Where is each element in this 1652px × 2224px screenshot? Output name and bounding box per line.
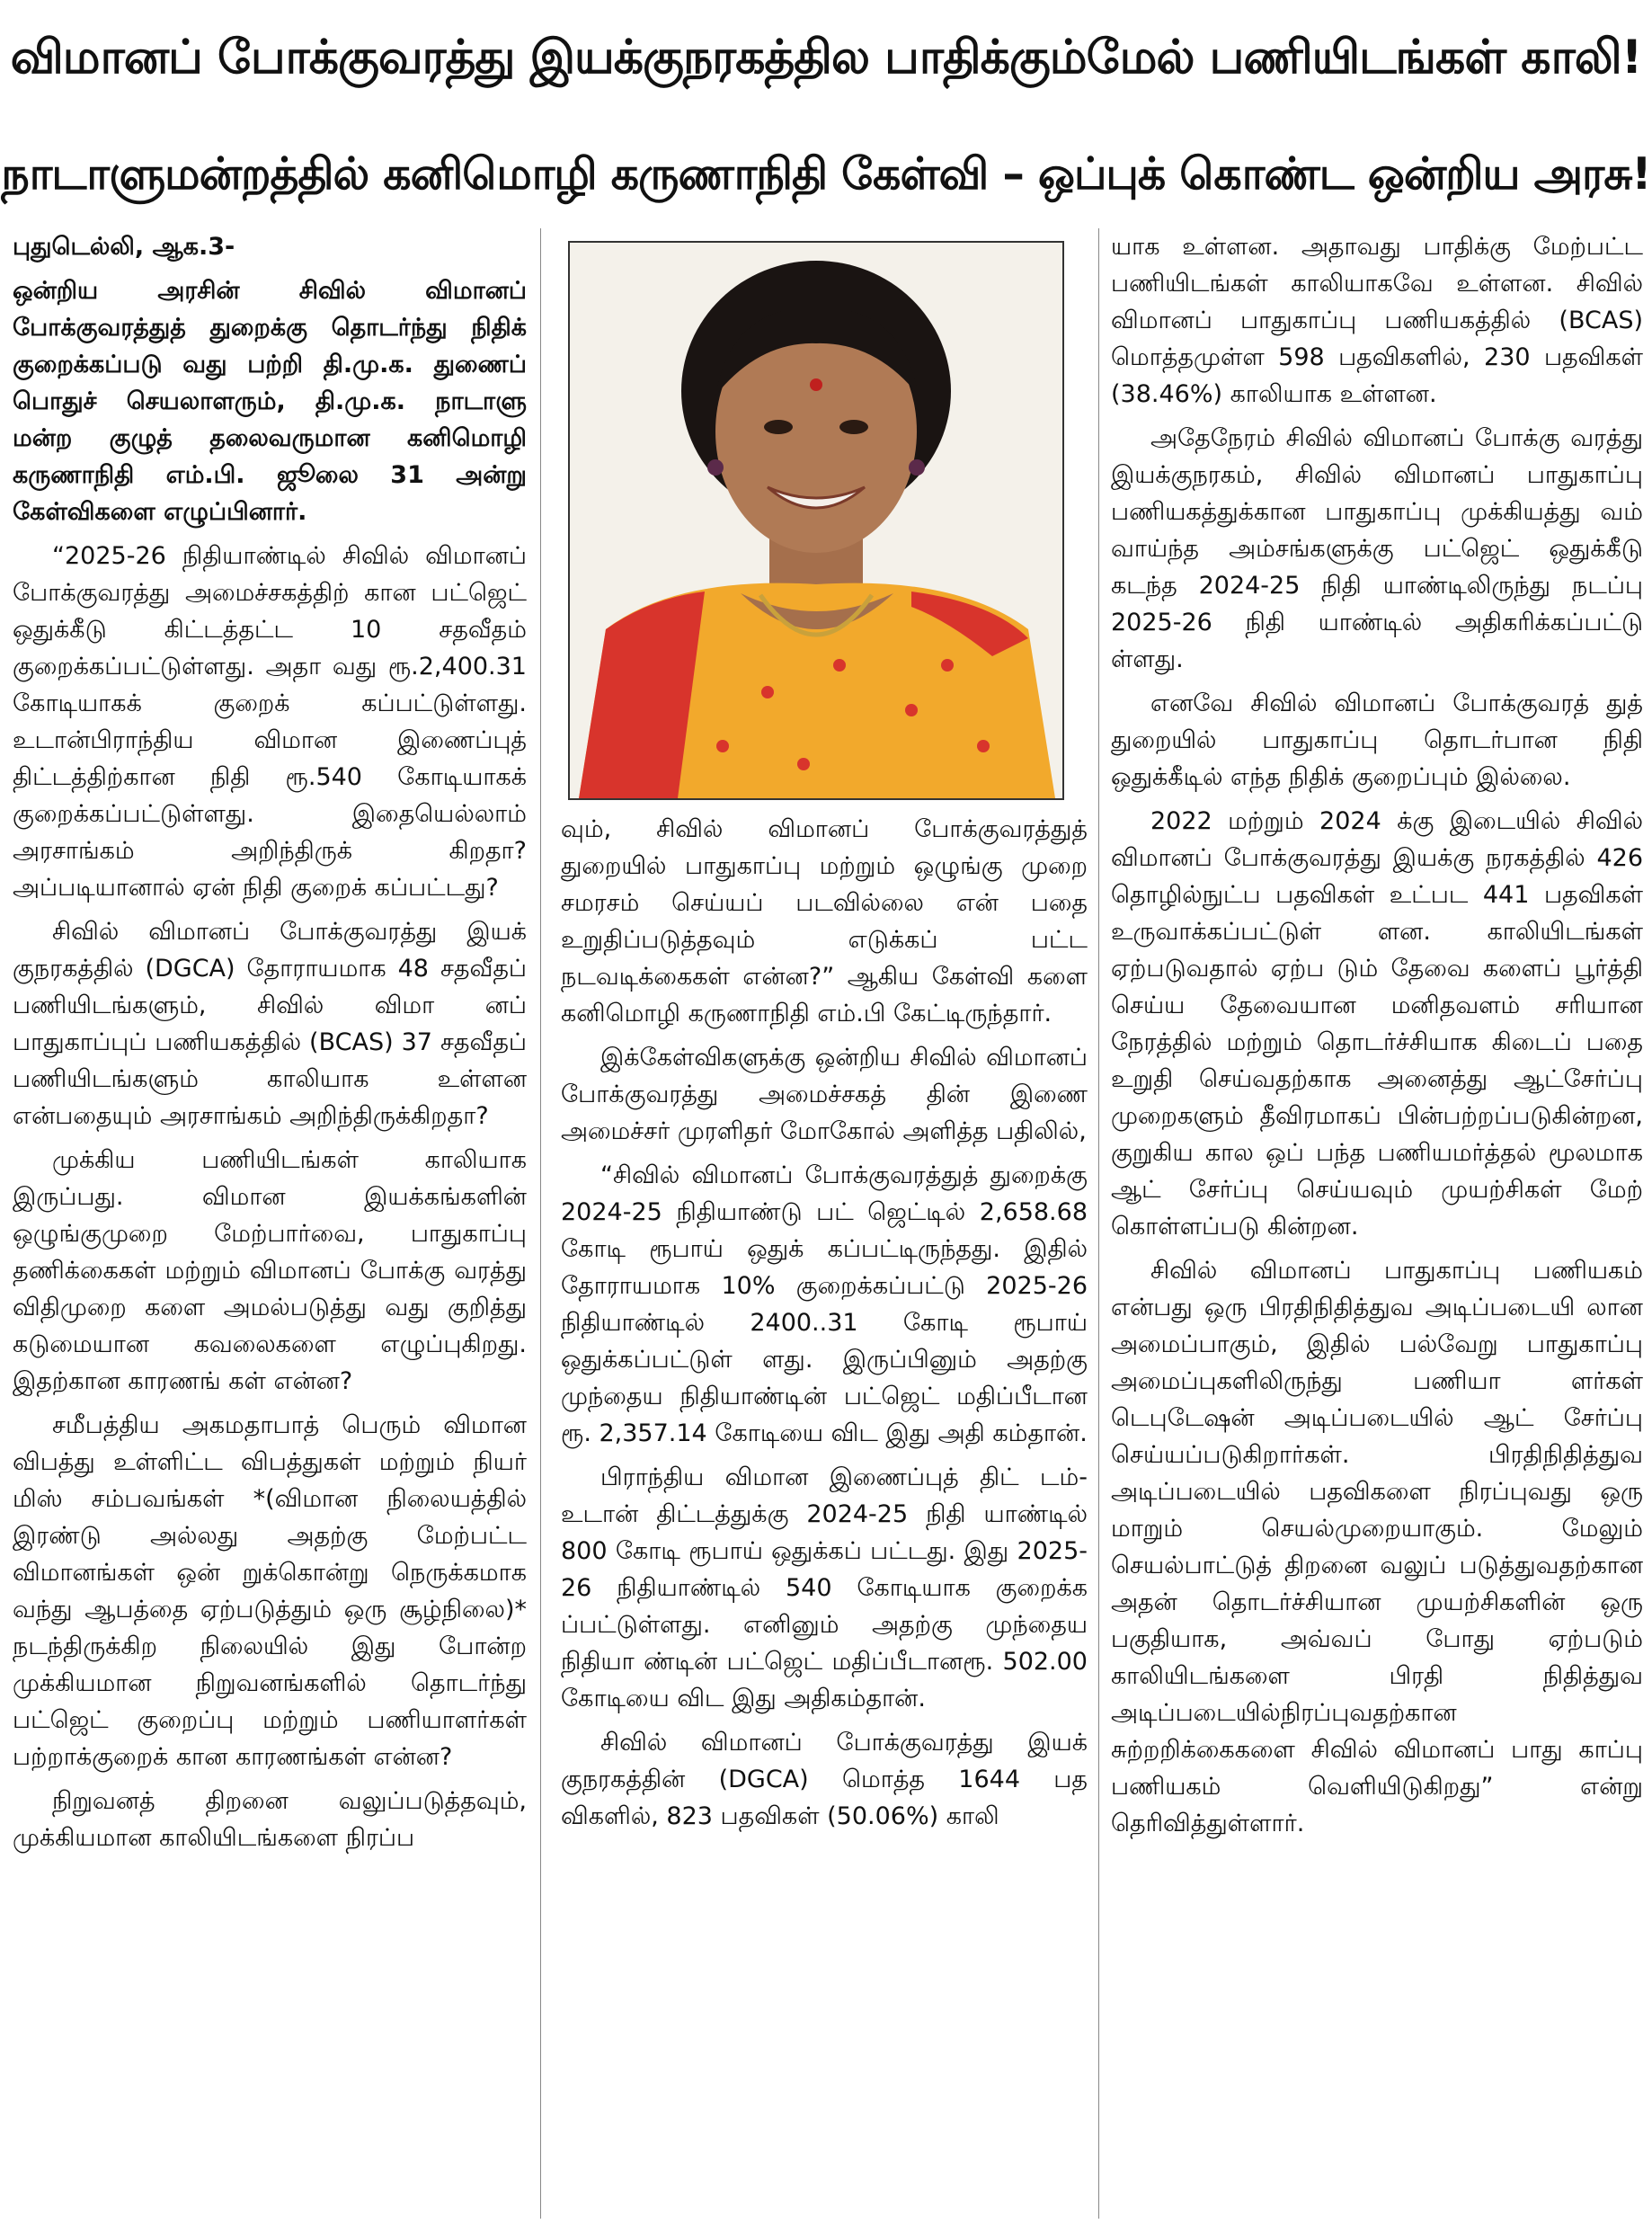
- article-column-left: [13, 228, 527, 2219]
- portrait-photo: [568, 241, 1064, 800]
- article-paragraph: அதேநேரம் சிவில் விமானப் போக்கு வரத்து இயக்குநரகம், சிவில் விமானப் பாதுகாப்பு பணியகத்துக்கான பாதுகாப்பு முக்கியத்து வம் வாய்ந்த அம்சங்களுக்கு பட்ஜெட் ஒதுக்கீடு கடந்த 2024-25 நிதி யாண்டிலிருந்து நடப்பு 2025-26 நிதி யாண்டில் அதிகரிக்கப்பட்டு ள்ளது.: [1111, 424, 1643, 673]
- article-paragraph: முக்கிய பணியிடங்கள் காலியாக இருப்பது. விமான இயக்கங்களின் ஒழுங்குமுறை மேற்பார்வை, பாதுகாப்பு தணிக்கைகள் மற்றும் விமானப் போக்கு வரத்து விதிமுறை களை அமல்படுத்து வது குறித்து கடுமையான கவலைகளை எழுப்புகிறது. இதற்கான காரணங் கள் என்ன?: [13, 1146, 527, 1395]
- article-paragraph: நிறுவனத் திறனை வலுப்படுத்தவும், முக்கியமான காலியிடங்களை நிரப்ப: [13, 1787, 527, 1852]
- portrait-photo-icon: [570, 243, 1062, 798]
- lead-paragraph: ஒன்றிய அரசின் சிவில் விமானப் போக்குவரத்துத் துறைக்கு தொடர்ந்து நிதிக் குறைக்கப்படு வது பற்றி தி.மு.க. துணைப் பொதுச் செயலாளரும், தி.மு.க. நாடாளு மன்ற குழுத் தலைவருமான கனிமொழி கருணாநிதி எம்.பி. ஜூலை 31 அன்று கேள்விகளை எழுப்பினார்.: [13, 277, 527, 526]
- headline-main: விமானப் போக்குவரத்து இயக்குநரகத்தில பாதிக்கும்மேல் பணியிடங்கள் காலி!: [10, 31, 1642, 85]
- article-paragraph: இக்கேள்விகளுக்கு ஒன்றிய சிவில் விமானப் போக்குவரத்து அமைச்சகத் தின் இணை அமைச்சர் முரளிதர் மோகோல் அளித்த பதிலில்,: [561, 1044, 1088, 1145]
- article-paragraph: எனவே சிவில் விமானப் போக்குவரத் துத் துறையில் பாதுகாப்பு தொடர்பான நிதி ஒதுக்கீடில் எந்த நிதிக் குறைப்பும் இல்லை.: [1111, 689, 1643, 791]
- article-column-right: [1111, 228, 1643, 2219]
- article-paragraph: வும், சிவில் விமானப் போக்குவரத்துத் துறையில் பாதுகாப்பு மற்றும் ஒழுங்கு முறை சமரசம் செய்யப் படவில்லை என் பதை உறுதிப்படுத்தவும் எடுக்கப் பட்ட நடவடிக்கைகள் என்ன?” ஆகிய கேள்வி களை கனிமொழி கருணாநிதி எம்.பி கேட்டிருந்தார்.: [561, 815, 1088, 1027]
- article-paragraph: சிவில் விமானப் போக்குவரத்து இயக் குநரகத்தின் (DGCA) மொத்த 1644 பத விகளில், 823 பதவிகள் (50.06%) காலி: [561, 1729, 1088, 1830]
- headline-sub: நாடாளுமன்றத்தில் கனிமொழி கருணாநிதி கேள்வி – ஒப்புக் கொண்ட ஒன்றிய அரசு!: [1, 148, 1651, 200]
- article-paragraph: சமீபத்திய அகமதாபாத் பெரும் விமான விபத்து உள்ளிட்ட விபத்துகள் மற்றும் நியர் மிஸ் சம்பவங்கள் *(விமான நிலையத்தில் இரண்டு அல்லது அதற்கு மேற்பட்ட விமானங்கள் ஒன் றுக்கொன்று நெருக்கமாக வந்து ஆபத்தை ஏற்படுத்தும் ஒரு சூழ்நிலை)* நடந்திருக்கிற நிலையில் இது போன்ற முக்கியமான நிறுவனங்களில் தொடர்ந்து பட்ஜெட் குறைப்பு மற்றும் பணியாளர்கள் பற்றாக்குறைக் கான காரணங்கள் என்ன?: [13, 1411, 527, 1771]
- column-divider: [540, 228, 541, 2219]
- dateline-text: புதுடெல்லி, ஆக.3-: [13, 233, 235, 261]
- article-paragraph: யாக உள்ளன. அதாவது பாதிக்கு மேற்பட்ட பணியிடங்கள் காலியாகவே உள்ளன. சிவில் விமானப் பாதுகாப்பு பணியகத்தில் (BCAS) மொத்தமுள்ள 598 பதவிகளில், 230 பதவிகள் (38.46%) காலியாக உள்ளன.: [1111, 233, 1643, 408]
- article-paragraph: பிராந்திய விமான இணைப்புத் திட் டம்- உடான் திட்டத்துக்கு 2024-25 நிதி யாண்டில் 800 கோடி ரூபாய் ஒதுக்கப் பட்டது. இது 2025-26 நிதியாண்டில் 540 கோடியாக குறைக்க ப்பட்டுள்ளது. எனினும் அதற்கு முந்தைய நிதியா ண்டின் பட்ஜெட் மதிப்பீடானரூ. 502.00 கோடியை விட இது அதிகம்தான்.: [561, 1463, 1088, 1712]
- article-column-middle: [561, 811, 1088, 2219]
- dateline: [13, 228, 527, 265]
- article-paragraph: சிவில் விமானப் போக்குவரத்து இயக் குநரகத்தில் (DGCA) தோராயமாக 48 சதவீதப் பணியிடங்களும், சிவில் விமா னப் பாதுகாப்புப் பணியகத்தில் (BCAS) 37 சதவீதப் பணியிடங்களும் காலியாக உள்ளன என்பதையும் அரசாங்கம் அறிந்திருக்கிறதா?: [13, 918, 527, 1130]
- article-paragraph: “சிவில் விமானப் போக்குவரத்துத் துறைக்கு 2024-25 நிதியாண்டு பட் ஜெட்டில் 2,658.68 கோடி ரூபாய் ஒதுக் கப்பட்டிருந்தது. இதில் தோராயமாக 10% குறைக்கப்பட்டு 2025-26 நிதியாண்டில் 2400..31 கோடி ரூபாய் ஒதுக்கப்பட்டுள் ளது. இருப்பினும் அதற்கு முந்தைய நிதியாண்டின் பட்ஜெட் மதிப்பீடான ரூ. 2,357.14 கோடியை விட இது அதி கம்தான்.: [561, 1161, 1088, 1447]
- article-paragraph: 2022 மற்றும் 2024 க்கு இடையில் சிவில் விமானப் போக்குவரத்து இயக்கு நரகத்தில் 426 தொழில்நுட்ப பதவிகள் உட்பட 441 பதவிகள் உருவாக்கப்பட்டுள் ளன. காலியிடங்கள் ஏற்படுவதால் ஏற்ப டும் தேவை களைப் பூர்த்தி செய்ய தேவையான மனிதவளம் சரியான நேரத்தில் மற்றும் தொடர்ச்சியாக கிடைப் பதை உறுதி செய்வதற்காக அனைத்து ஆட்சேர்ப்பு முறைகளும் தீவிரமாகப் பின்பற்றப்படுகின்றன, குறுகிய கால ஒப் பந்த பணியமர்த்தல் மூலமாக ஆட் சேர்ப்பு செய்யவும் முயற்சிகள் மேற் கொள்ளப்படு கின்றன.: [1111, 807, 1643, 1241]
- column-divider: [1098, 228, 1099, 2219]
- article-paragraph: “2025-26 நிதியாண்டில் சிவில் விமானப் போக்குவரத்து அமைச்சகத்திற் கான பட்ஜெட் ஒதுக்கீடு கிட்டத்தட்ட 10 சதவீதம் குறைக்கப்பட்டுள்ளது. அதா வது ரூ.2,400.31 கோடியாகக் குறைக் கப்பட்டுள்ளது. உடான்பிராந்திய விமான இணைப்புத் திட்டத்திற்கான நிதி ரூ.540 கோடியாகக் குறைக்கப்பட்டுள்ளது. இதையெல்லாம் அரசாங்கம் அறிந்திருக் கிறதா? அப்படியானால் ஏன் நிதி குறைக் கப்பட்டது?: [13, 542, 527, 902]
- article-paragraph: சிவில் விமானப் பாதுகாப்பு பணியகம் என்பது ஒரு பிரதிநிதித்துவ அடிப்படையி லான அமைப்பாகும், இதில் பல்வேறு பாதுகாப்பு அமைப்புகளிலிருந்து பணியா ளர்கள் டெபுடேஷன் அடிப்படையில் ஆட் சேர்ப்பு செய்யப்படுகிறார்கள். பிரதிநிதித்துவ அடிப்படையில் பதவிகளை நிரப்புவது ஒரு மாறும் செயல்முறையாகும். மேலும் செயல்பாட்டுத் திறனை வலுப் படுத்துவதற்கான அதன் தொடர்ச்சியான முயற்சிகளின் ஒரு பகுதியாக, அவ்வப் போது ஏற்படும் காலியிடங்களை பிரதி நிதித்துவ அடிப்படையில்நிரப்புவதற்கான சுற்றறிக்கைகளை சிவில் விமானப் பாது காப்பு பணியகம் வெளியிடுகிறது” என்று தெரிவித்துள்ளார்.: [1111, 1257, 1643, 1837]
